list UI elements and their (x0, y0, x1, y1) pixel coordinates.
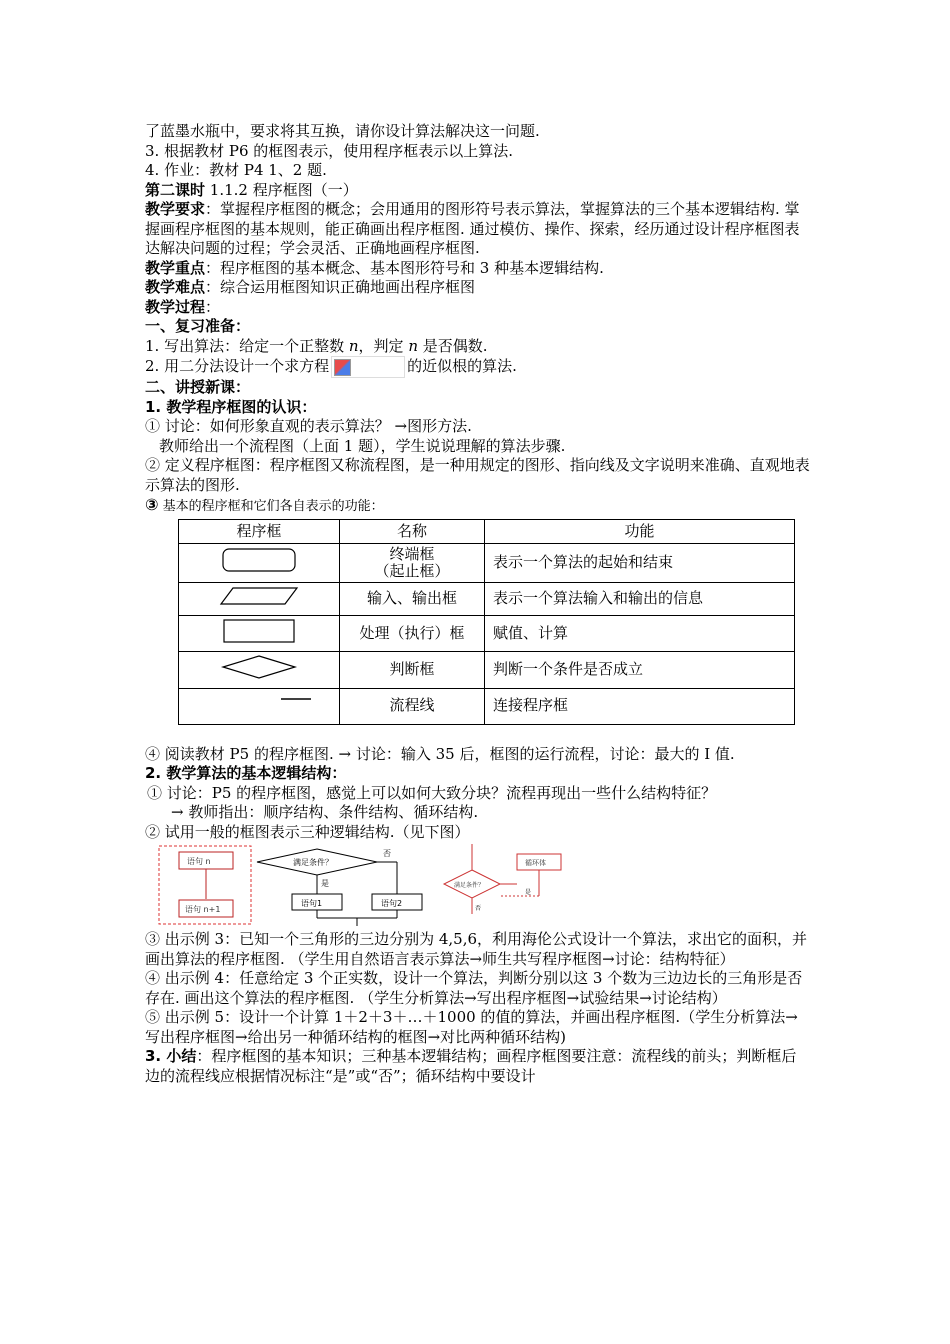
text-paragraph: ⑤ 出示例 5：设计一个计算 1＋2＋3＋…＋1000 的值的算法，并画出程序框图.（学生分析算法→写出程序框图→给出另一种循环结构的框图→对比两种循环结构) (145, 1008, 798, 1046)
cond-stmt-1: 语句1 (301, 899, 323, 908)
table-row (179, 583, 795, 616)
caption-text: 基本的程序框和它们各自表示的功能： (158, 499, 384, 514)
broken-image-icon (331, 356, 405, 378)
key-points-text: ：程序框图的基本概念、基本图形符号和 3 种基本逻辑结构. (205, 258, 604, 277)
text-line: 教师给出一个流程图（上面 1 题），学生说说理解的算法步骤. (159, 436, 566, 455)
flowline-shape-cell (179, 688, 340, 724)
table-header-row (179, 519, 795, 544)
text-span: ① 讨论：P5 的程序框图，感觉上可以如何大致分块？流程再现出一些什么结构特征？ (147, 783, 717, 802)
table-cell (340, 544, 485, 583)
cond-question: 满足条件？ (293, 858, 333, 867)
text-paragraph: ④ 阅读教材 P5 的程序框图. → 讨论：输入 35 后，框图的运行流程，讨论：最大的 I 值. (145, 744, 735, 763)
text-line: 3. 根据教材 P6 的框图表示，使用程序框表示以上算法. (145, 141, 514, 160)
table-row (179, 688, 795, 724)
diamond-icon (219, 654, 299, 680)
table-row (179, 544, 795, 583)
table-cell: 流程线 (340, 688, 485, 724)
table-cell: 处理（执行）框 (340, 615, 485, 652)
process-heading (145, 298, 810, 318)
subsection-heading: 1. 教学程序框图的认识： (145, 397, 317, 416)
text-paragraph: ② 定义程序框图：程序框图又称流程图，是一种用规定的图形、指向线及文字说明来准确、直观地表示算法的图形. (145, 456, 810, 494)
section-heading: 一、复习准备： (145, 317, 251, 335)
summary-paragraph (145, 1047, 810, 1086)
table-cell: 判断一个条件是否成立 (485, 652, 795, 689)
table-header: 功能 (485, 519, 795, 544)
sequence-structure (159, 846, 251, 924)
requirements-text: ：掌握程序框图的概念；会用通用的图形符号表示算法，掌握算法的三个基本逻辑结构. 掌握画程序框图的基本规则，能正确画出程序框图. 通过模仿、操作、探索，经历通过设计程序框图表达解决问题的过程；学会灵活、正确地画程序框图. (145, 200, 800, 257)
text-span: 1. 写出算法：给定一个正整数 (145, 336, 345, 355)
text-line: ② 试用一般的框图表示三种逻辑结构.（见下图） (145, 822, 470, 841)
shape-name: 终端框 (389, 545, 435, 563)
terminal-shape-icon (219, 547, 299, 573)
lesson-label: 第二课时 (145, 180, 206, 199)
process-colon: ： (205, 297, 221, 316)
decision-shape-cell (179, 652, 340, 689)
text-line: → 教师指出：顺序结构、条件结构、循环结构. (171, 803, 479, 821)
var-n: n (408, 336, 419, 355)
terminal-shape-cell (179, 544, 340, 583)
table-cell: 输入、输出框 (340, 583, 485, 616)
requirements-paragraph (145, 200, 810, 259)
text-paragraph (145, 784, 810, 804)
loop-body: 循环体 (525, 859, 546, 867)
table-cell: 判断框 (340, 652, 485, 689)
review-item-2 (145, 356, 810, 378)
table-caption (145, 495, 810, 517)
caption-mark: ③ (145, 495, 159, 514)
table-row (179, 652, 795, 689)
loop-structure (444, 844, 561, 914)
cond-no-label: 否 (383, 849, 391, 858)
difficulty-text: ：综合运用框图知识正确地画出程序框图 (205, 278, 476, 296)
table-cell: 表示一个算法的起始和结束 (485, 544, 795, 583)
subsection-heading: 2. 教学算法的基本逻辑结构： (145, 764, 347, 782)
table-header: 程序框 (179, 519, 340, 544)
text-paragraph: ④ 出示例 4：任意给定 3 个正实数，设计一个算法，判断分别以这 3 个数为三边边长的三角形是否存在. 画出这个算法的程序框图. （学生分析算法→写出程序框图→试验结果→讨论结构） (145, 969, 803, 1007)
table-header: 名称 (340, 519, 485, 544)
logic-structures-figure (157, 844, 810, 928)
cond-yes-label: 是 (321, 879, 329, 888)
summary-label: 3. 小结 (145, 1047, 197, 1065)
table-row (179, 615, 795, 652)
lesson-title: 1.1.2 程序框图（一） (205, 180, 358, 199)
rectangle-icon (219, 618, 299, 644)
text-span: 是否偶数. (422, 336, 488, 355)
requirements-label: 教学要求 (145, 200, 206, 218)
table-cell: 连接程序框 (485, 688, 795, 724)
document-page (145, 122, 810, 1086)
review-item-1 (145, 337, 810, 357)
shape-name-sub: （起止框） (374, 562, 450, 580)
table-cell: 赋值、计算 (485, 615, 795, 652)
var-n: n (348, 336, 359, 355)
cond-stmt-2: 语句2 (381, 899, 403, 908)
key-points-paragraph (145, 259, 810, 279)
lesson-heading (145, 181, 810, 201)
loop-question: 满足条件？ (454, 882, 485, 889)
flowchart-symbol-table (178, 519, 795, 725)
parallelogram-icon (219, 585, 299, 607)
summary-text: ：程序框图的基本知识；三种基本逻辑结构；画程序框图要注意：流程线的前头；判断框后边的流程线应根据情况标注“是”或“否”；循环结构中要设计 (145, 1047, 797, 1085)
text-span: 的近似根的算法. (407, 357, 517, 375)
loop-no-label: 否 (475, 905, 482, 912)
loop-yes-label: 是 (525, 889, 532, 896)
io-shape-cell (179, 583, 340, 616)
logic-structures-svg (157, 844, 577, 928)
text-line: ① 讨论：如何形象直观的表示算法？ →图形方法. (145, 417, 472, 435)
process-label: 教学过程 (145, 297, 206, 316)
table-cell: 表示一个算法输入和输出的信息 (485, 583, 795, 616)
conditional-structure (257, 849, 422, 926)
process-shape-cell (179, 615, 340, 652)
flowline-icon (279, 693, 313, 713)
key-points-label: 教学重点 (145, 258, 206, 277)
difficulty-paragraph (145, 278, 810, 298)
difficulty-label: 教学难点 (145, 278, 206, 296)
text-span: 2. 用二分法设计一个求方程 (145, 357, 330, 375)
seq-stmt-2: 语句 n+1 (185, 905, 221, 914)
seq-stmt-1: 语句 n (187, 857, 211, 866)
text-line: 了蓝墨水瓶中，要求将其互换，请你设计算法解决这一问题. (145, 122, 540, 140)
text-paragraph: ③ 出示例 3：已知一个三角形的三边分别为 4,5,6，利用海伦公式设计一个算法，求出它的面积，并画出算法的程序框图. （学生用自然语言表示算法→师生共写程序框图→讨论：结构特征） (145, 930, 808, 968)
section-heading: 二、讲授新课： (145, 378, 251, 396)
text-span: ，判定 (358, 336, 404, 355)
text-line: 4. 作业：教材 P4 1、2 题. (145, 161, 327, 179)
